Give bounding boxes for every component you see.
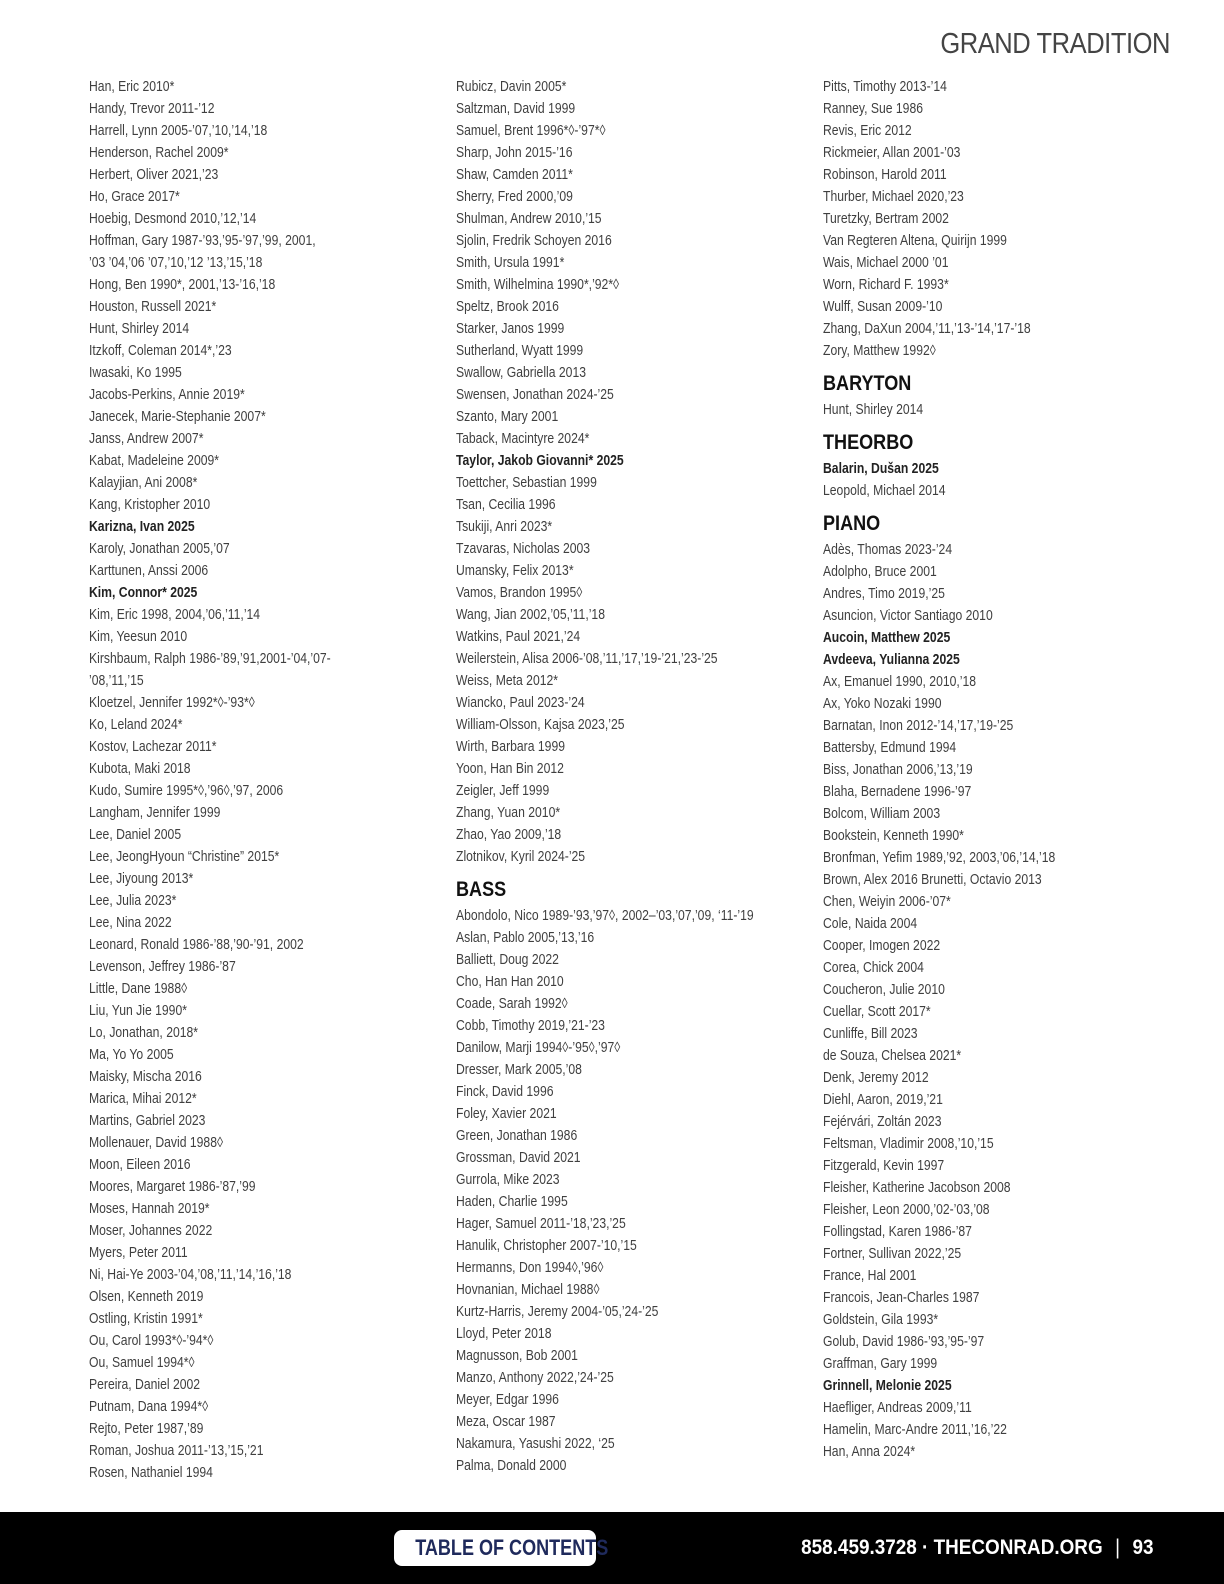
artist-entry: Foley, Xavier 2021 [456,1106,557,1122]
artist-entry: Fitzgerald, Kevin 1997 [823,1158,945,1174]
artist-entry: Langham, Jennifer 1999 [89,805,221,821]
artist-entry: Ranney, Sue 1986 [823,101,923,117]
artist-entry: Dresser, Mark 2005,’08 [456,1062,582,1078]
artist-entry: Nakamura, Yasushi 2022, ‘25 [456,1436,615,1452]
artist-entry: Pereira, Daniel 2002 [89,1377,201,1393]
artist-entry: Cunliffe, Bill 2023 [823,1026,918,1042]
artist-entry: Zhang, Yuan 2010* [456,805,561,821]
section-heading: THEORBO [823,431,914,454]
listing-section [823,76,1163,362]
artist-entry: Haefliger, Andreas 2009,’11 [823,1400,972,1416]
artist-entry: Roman, Joshua 2011-’13,’15,’21 [89,1443,264,1459]
artist-entry: Cuellar, Scott 2017* [823,1004,931,1020]
artist-entry: Cho, Han Han 2010 [456,974,564,990]
artist-entry: Mollenauer, David 1988◊ [89,1135,223,1151]
artist-entry: Blaha, Bernadene 1996-’97 [823,784,972,800]
artist-entry: Haden, Charlie 1995 [456,1194,568,1210]
artist-entry: Moores, Margaret 1986-’87,’99 [89,1179,256,1195]
artist-entry: Harrell, Lynn 2005-’07,’10,’14,’18 [89,123,268,139]
artist-entry: Cole, Naida 2004 [823,916,918,932]
listing-section [456,877,796,1477]
artist-entry: Lo, Jonathan, 2018* [89,1025,199,1041]
artist-entry: Kalayjian, Ani 2008* [89,475,198,491]
artist-entry: Fortner, Sullivan 2022,’25 [823,1246,962,1262]
artist-entry: Balliett, Doug 2022 [456,952,559,968]
artist-entry: Tsan, Cecilia 1996 [456,497,556,513]
footer-phone: 858.459.3728 [801,1536,918,1559]
section-heading: BASS [456,878,507,901]
artist-entry: Houston, Russell 2021* [89,299,217,315]
artist-entry: Sharp, John 2015-’16 [456,145,573,161]
artist-entry: Ax, Emanuel 1990, 2010,’18 [823,674,977,690]
artist-entry: Grinnell, Melonie 2025 [823,1378,952,1394]
listing-section [823,511,1163,1463]
artist-entry: Bookstein, Kenneth 1990* [823,828,964,844]
artist-entry: Weilerstein, Alisa 2006-’08,’11,’17,’19-’21,’23-’25 [456,651,718,667]
artist-entry: Karoly, Jonathan 2005,’07 [89,541,230,557]
artist-entry: Wirth, Barbara 1999 [456,739,566,755]
artist-entry: Finck, David 1996 [456,1084,554,1100]
artist-entry: Henderson, Rachel 2009* [89,145,229,161]
artist-entry: Corea, Chick 2004 [823,960,924,976]
artist-entry: Shaw, Camden 2011* [456,167,573,183]
artist-entry: Han, Anna 2024* [823,1444,916,1460]
artist-entry: Pitts, Timothy 2013-’14 [823,79,947,95]
artist-entry: Ax, Yoko Nozaki 1990 [823,696,942,712]
listing-section [456,76,796,868]
artist-entry: Lee, JeongHyoun “Christine” 2015* [89,849,280,865]
artist-entry: Kurtz-Harris, Jeremy 2004-’05,’24-’25 [456,1304,659,1320]
artist-entry: Fleisher, Katherine Jacobson 2008 [823,1180,1011,1196]
artist-entry: Cobb, Timothy 2019,’21-’23 [456,1018,605,1034]
footer-contact [802,1512,1154,1584]
artist-entry: Wiancko, Paul 2023-’24 [456,695,585,711]
artist-entry: Smith, Ursula 1991* [456,255,565,271]
artist-entry: Ou, Samuel 1994*◊ [89,1355,195,1371]
artist-entry: Follingstad, Karen 1986-’87 [823,1224,972,1240]
artist-entry: Battersby, Edmund 1994 [823,740,957,756]
artist-entry: Hoffman, Gary 1987-’93,’95-’97,’99, 2001, [89,233,316,249]
footer-divider: | [1115,1536,1121,1559]
artist-entry: Abondolo, Nico 1989-’93,’97◊, 2002–’03,’07,’09, ‘11-’19 [456,908,754,924]
artist-entry: Watkins, Paul 2021,’24 [456,629,581,645]
artist-entry: Hovnanian, Michael 1988◊ [456,1282,600,1298]
artist-entry: Fejérvári, Zoltán 2023 [823,1114,942,1130]
artist-entry: Kim, Eric 1998, 2004,’06,’11,’14 [89,607,261,623]
artist-entry: Kim, Yeesun 2010 [89,629,188,645]
artist-entry: Little, Dane 1988◊ [89,981,188,997]
artist-entry: Iwasaki, Ko 1995 [89,365,182,381]
section-heading: PIANO [823,512,881,535]
artist-entry: Handy, Trevor 2011-’12 [89,101,215,117]
artist-entry: Golub, David 1986-’93,’95-’97 [823,1334,985,1350]
artist-entry: Karizna, Ivan 2025 [89,519,195,535]
artist-entry: Hoebig, Desmond 2010,’12,’14 [89,211,257,227]
artist-entry: Jacobs-Perkins, Annie 2019* [89,387,245,403]
artist-entry: Hamelin, Marc-Andre 2011,’16,’22 [823,1422,1007,1438]
column-3 [823,76,1163,1463]
listing-section [89,76,429,1484]
artist-entry: Moon, Eileen 2016 [89,1157,191,1173]
artist-entry: Moses, Hannah 2019* [89,1201,210,1217]
listing-section [823,371,1163,421]
artist-entry: Herbert, Oliver 2021,’23 [89,167,219,183]
column-2 [456,76,796,1477]
artist-entry: William-Olsson, Kajsa 2023,’25 [456,717,625,733]
listing-section [823,430,1163,502]
artist-entry: Janss, Andrew 2007* [89,431,204,447]
artist-entry: Zhang, DaXun 2004,’11,’13-’14,’17-’18 [823,321,1031,337]
artist-entry: Leopold, Michael 2014 [823,483,946,499]
artist-entry: France, Hal 2001 [823,1268,917,1284]
artist-entry: Ostling, Kristin 1991* [89,1311,203,1327]
artist-entry: Feltsman, Vladimir 2008,’10,’15 [823,1136,994,1152]
artist-entry: Hager, Samuel 2011-’18,’23,’25 [456,1216,626,1232]
artist-entry: Danilow, Marji 1994◊-’95◊,’97◊ [456,1040,621,1056]
artist-entry: Turetzky, Bertram 2002 [823,211,949,227]
artist-entry: Myers, Peter 2011 [89,1245,188,1261]
artist-entry: Graffman, Gary 1999 [823,1356,938,1372]
artist-entry: Janecek, Marie-Stephanie 2007* [89,409,266,425]
artist-entry: Toettcher, Sebastian 1999 [456,475,597,491]
artist-entry: Thurber, Michael 2020,’23 [823,189,964,205]
artist-entry: Van Regteren Altena, Quirijn 1999 [823,233,1007,249]
artist-entry: Wais, Michael 2000 ’01 [823,255,949,271]
artist-entry: Martins, Gabriel 2023 [89,1113,206,1129]
artist-entry: Wulff, Susan 2009-’10 [823,299,943,315]
artist-entry: Ou, Carol 1993*◊-’94*◊ [89,1333,214,1349]
artist-entry: Worn, Richard F. 1993* [823,277,949,293]
artist-entry: Maisky, Mischa 2016 [89,1069,202,1085]
artist-entry: Fleisher, Leon 2000,’02-’03,’08 [823,1202,990,1218]
artist-entry: Robinson, Harold 2011 [823,167,947,183]
artist-entry: Rejto, Peter 1987,’89 [89,1421,204,1437]
artist-entry: Aucoin, Matthew 2025 [823,630,951,646]
artist-entry: Ko, Leland 2024* [89,717,183,733]
artist-entry: Weiss, Meta 2012* [456,673,559,689]
artist-entry: ’03 ’04,’06 ’07,’10,’12 ’13,’15,’18 [89,255,263,271]
artist-entry: Tzavaras, Nicholas 2003 [456,541,591,557]
artist-entry: Aslan, Pablo 2005,’13,’16 [456,930,595,946]
artist-entry: Samuel, Brent 1996*◊-’97*◊ [456,123,606,139]
page-header-title: GRAND TRADITION [940,28,1170,60]
artist-entry: Kirshbaum, Ralph 1986-’89,’91,2001-’04,’07- [89,651,331,667]
artist-entry: Lee, Jiyoung 2013* [89,871,194,887]
artist-entry: Taback, Macintyre 2024* [456,431,590,447]
artist-entry: Zory, Matthew 1992◊ [823,343,936,359]
artist-entry: Manzo, Anthony 2022,’24-’25 [456,1370,614,1386]
artist-entry: Starker, Janos 1999 [456,321,565,337]
artist-entry: Goldstein, Gila 1993* [823,1312,939,1328]
artist-entry: Wang, Jian 2002,’05,’11,’18 [456,607,605,623]
artist-entry: Bronfman, Yefim 1989,’92, 2003,’06,’14,’18 [823,850,1056,866]
artist-entry: Kostov, Lachezar 2011* [89,739,217,755]
artist-entry: Grossman, David 2021 [456,1150,581,1166]
artist-entry: Kim, Connor* 2025 [89,585,198,601]
footer-bar [0,1512,1224,1584]
artist-entry: Green, Jonathan 1986 [456,1128,578,1144]
artist-entry: Swensen, Jonathan 2024-’25 [456,387,614,403]
artist-entry: Lee, Julia 2023* [89,893,177,909]
artist-entry: Putnam, Dana 1994*◊ [89,1399,209,1415]
artist-entry: Hermanns, Don 1994◊,’96◊ [456,1260,604,1276]
artist-entry: Asuncion, Victor Santiago 2010 [823,608,993,624]
table-of-contents-label: TABLE OF CONTENTS [415,1535,609,1560]
artist-entry: Rickmeier, Allan 2001-’03 [823,145,961,161]
artist-entry: Hong, Ben 1990*, 2001,’13-’16,’18 [89,277,276,293]
artist-entry: Balarin, Dušan 2025 [823,461,939,477]
artist-entry: Kubota, Maki 2018 [89,761,191,777]
artist-entry: Moser, Johannes 2022 [89,1223,213,1239]
artist-entry: Cooper, Imogen 2022 [823,938,941,954]
artist-entry: Karttunen, Anssi 2006 [89,563,209,579]
artist-entry: Zlotnikov, Kyril 2024-’25 [456,849,586,865]
artist-entry: Speltz, Brook 2016 [456,299,559,315]
artist-entry: de Souza, Chelsea 2021* [823,1048,962,1064]
artist-entry: Rosen, Nathaniel 1994 [89,1465,213,1481]
artist-entry: Zhao, Yao 2009,’18 [456,827,562,843]
artist-entry: Lee, Daniel 2005 [89,827,182,843]
artist-entry: Kudo, Sumire 1995*◊,’96◊,’97, 2006 [89,783,284,799]
artist-entry: Meyer, Edgar 1996 [456,1392,559,1408]
artist-entry: Swallow, Gabriella 2013 [456,365,587,381]
artist-entry: Ni, Hai-Ye 2003-’04,’08,’11,’14,’16,’18 [89,1267,292,1283]
artist-entry: Adolpho, Bruce 2001 [823,564,937,580]
artist-entry: Lloyd, Peter 2018 [456,1326,552,1342]
artist-entry: Tsukiji, Anri 2023* [456,519,553,535]
artist-entry: Hunt, Shirley 2014 [89,321,190,337]
artist-entry: Zeigler, Jeff 1999 [456,783,550,799]
artist-entry: Kloetzel, Jennifer 1992*◊-’93*◊ [89,695,255,711]
artist-entry: Szanto, Mary 2001 [456,409,559,425]
artist-entry: Umansky, Felix 2013* [456,563,574,579]
artist-entry: Brown, Alex 2016 Brunetti, Octavio 2013 [823,872,1042,888]
artist-entry: Sutherland, Wyatt 1999 [456,343,584,359]
artist-entry: Gurrola, Mike 2023 [456,1172,560,1188]
artist-entry: Denk, Jeremy 2012 [823,1070,929,1086]
footer-website-link[interactable]: THECONRAD.ORG [934,1536,1104,1559]
artist-entry: Itzkoff, Coleman 2014*,’23 [89,343,232,359]
artist-entry: Coade, Sarah 1992◊ [456,996,568,1012]
footer-page-number: 93 [1132,1536,1154,1559]
artist-entry: Biss, Jonathan 2006,’13,’19 [823,762,973,778]
artist-entry: Chen, Weiyin 2006-’07* [823,894,951,910]
artist-entry: Levenson, Jeffrey 1986-’87 [89,959,236,975]
artist-entry: Kang, Kristopher 2010 [89,497,211,513]
artist-entry: Francois, Jean-Charles 1987 [823,1290,980,1306]
artist-entry: Lee, Nina 2022 [89,915,172,931]
artist-entry: Coucheron, Julie 2010 [823,982,945,998]
artist-entry: Kabat, Madeleine 2009* [89,453,220,469]
artist-entry: Vamos, Brandon 1995◊ [456,585,583,601]
artist-entry: Palma, Donald 2000 [456,1458,567,1474]
artist-entry: Magnusson, Bob 2001 [456,1348,578,1364]
artist-entry: Adès, Thomas 2023-’24 [823,542,953,558]
column-1 [89,76,429,1484]
artist-entry: Ho, Grace 2017* [89,189,180,205]
artist-entry: Marica, Mihai 2012* [89,1091,197,1107]
footer-dot: · [922,1536,929,1559]
artist-entry: Barnatan, Inon 2012-’14,’17,’19-’25 [823,718,1014,734]
artist-entry: Avdeeva, Yulianna 2025 [823,652,960,668]
artist-entry: Saltzman, David 1999 [456,101,576,117]
artist-entry: Leonard, Ronald 1986-’88,’90-’91, 2002 [89,937,304,953]
artist-entry: Smith, Wilhelmina 1990*,’92*◊ [456,277,620,293]
artist-entry: Andres, Timo 2019,’25 [823,586,945,602]
table-of-contents-button[interactable] [394,1530,609,1566]
artist-entry: Revis, Eric 2012 [823,123,912,139]
artist-entry: Ma, Yo Yo 2005 [89,1047,174,1063]
artist-entry: Shulman, Andrew 2010,’15 [456,211,602,227]
artist-entry: Bolcom, William 2003 [823,806,941,822]
artist-entry: Diehl, Aaron, 2019,’21 [823,1092,943,1108]
artist-entry: Meza, Oscar 1987 [456,1414,556,1430]
artist-entry: ’08,’11,’15 [89,673,144,689]
artist-entry: Yoon, Han Bin 2012 [456,761,564,777]
artist-entry: Taylor, Jakob Giovanni* 2025 [456,453,624,469]
artist-entry: Hunt, Shirley 2014 [823,402,924,418]
artist-entry: Han, Eric 2010* [89,79,175,95]
artist-entry: Olsen, Kenneth 2019 [89,1289,204,1305]
artist-entry: Liu, Yun Jie 1990* [89,1003,187,1019]
artist-entry: Hanulik, Christopher 2007-’10,’15 [456,1238,637,1254]
section-heading: BARYTON [823,372,912,395]
artist-entry: Sherry, Fred 2000,’09 [456,189,573,205]
artist-entry: Sjolin, Fredrik Schoyen 2016 [456,233,612,249]
artist-entry: Rubicz, Davin 2005* [456,79,567,95]
